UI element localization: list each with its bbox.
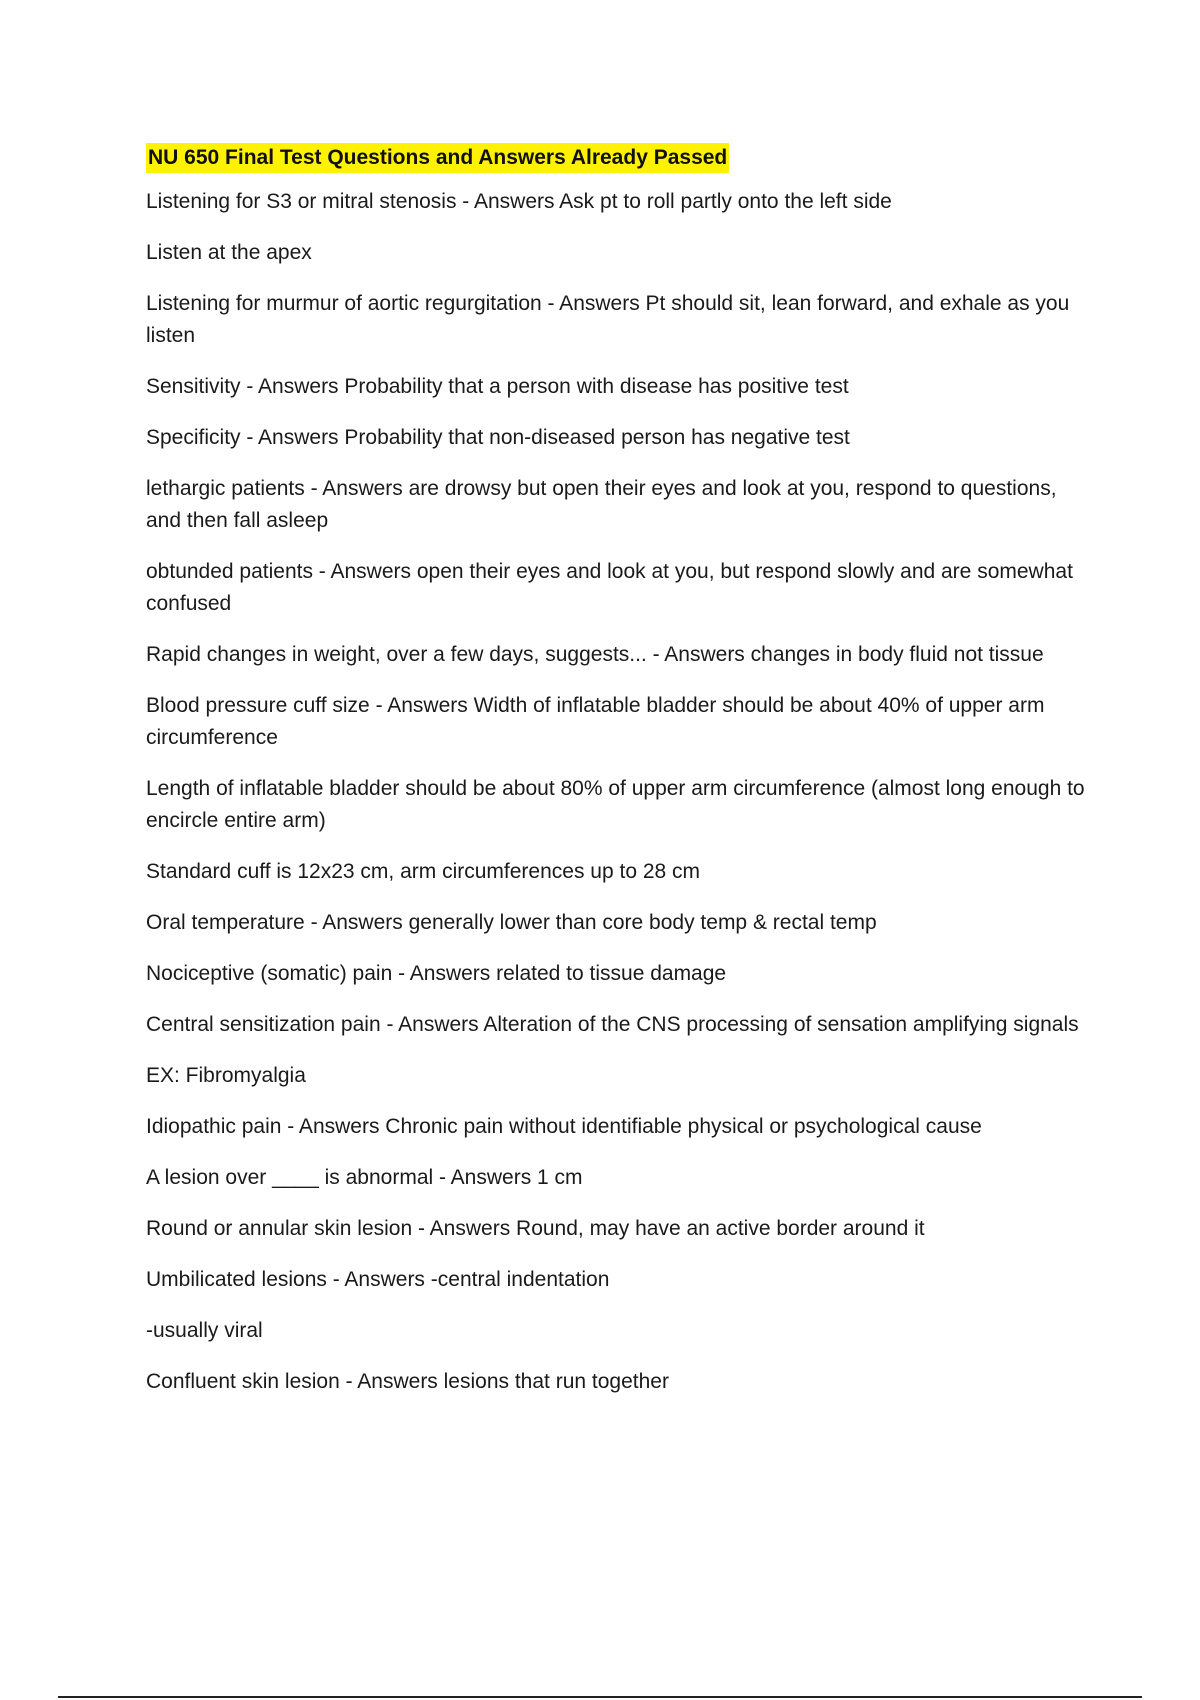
qa-line: Blood pressure cuff size - Answers Width of inflatable bladder should be about 40% of upper arm circumference	[146, 694, 1045, 749]
qa-line: Rapid changes in weight, over a few days, suggests... - Answers changes in body fluid not tissue	[146, 643, 1044, 666]
qa-line: Sensitivity - Answers Probability that a person with disease has positive test	[146, 375, 849, 398]
qa-line: EX: Fibromyalgia	[146, 1064, 306, 1087]
qa-line: Umbilicated lesions - Answers -central indentation	[146, 1268, 610, 1291]
qa-line: Round or annular skin lesion - Answers Round, may have an active border around it	[146, 1217, 925, 1240]
qa-line: Nociceptive (somatic) pain - Answers related to tissue damage	[146, 962, 727, 985]
qa-line: Standard cuff is 12x23 cm, arm circumferences up to 28 cm	[146, 860, 701, 883]
qa-line: Listen at the apex	[146, 241, 312, 264]
qa-line: Oral temperature - Answers generally lower than core body temp & rectal temp	[146, 911, 877, 934]
qa-line: lethargic patients - Answers are drowsy but open their eyes and look at you, respond to questions, and then fall asleep	[146, 477, 1057, 532]
qa-line: Confluent skin lesion - Answers lesions that run together	[146, 1370, 669, 1393]
qa-line: A lesion over ____ is abnormal - Answers 1 cm	[146, 1166, 583, 1189]
document-content	[146, 143, 1096, 1417]
qa-list	[146, 186, 1096, 1398]
qa-line: -usually viral	[146, 1319, 263, 1342]
qa-line: Idiopathic pain - Answers Chronic pain without identifiable physical or psychological cause	[146, 1115, 982, 1138]
document-title: NU 650 Final Test Questions and Answers Already Passed	[146, 143, 729, 173]
qa-line: Listening for murmur of aortic regurgitation - Answers Pt should sit, lean forward, and exhale as you listen	[146, 292, 1070, 347]
qa-line: Listening for S3 or mitral stenosis - Answers Ask pt to roll partly onto the left side	[146, 190, 892, 213]
qa-line: Length of inflatable bladder should be about 80% of upper arm circumference (almost long enough to encircle entire arm)	[146, 777, 1085, 832]
footer-divider	[58, 1696, 1142, 1698]
qa-line: obtunded patients - Answers open their eyes and look at you, but respond slowly and are somewhat confused	[146, 560, 1073, 615]
qa-line: Specificity - Answers Probability that non-diseased person has negative test	[146, 426, 850, 449]
qa-line: Central sensitization pain - Answers Alteration of the CNS processing of sensation amplifying signals	[146, 1013, 1079, 1036]
